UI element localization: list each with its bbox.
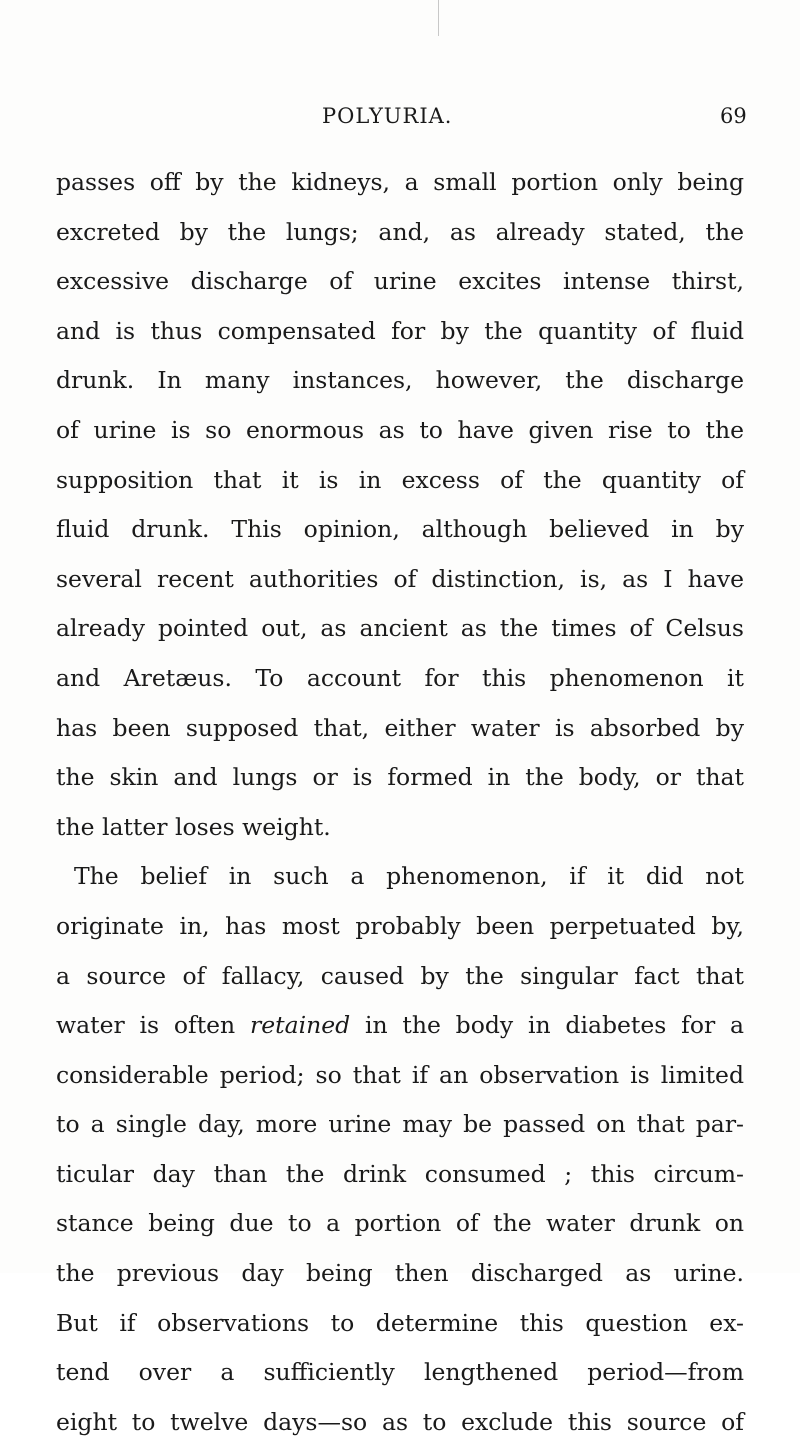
- text-line-paragraph-start: The belief in such a phenomenon, if it did not: [74, 862, 744, 891]
- running-head: [0, 100, 800, 140]
- text-line: considerable period; so that if an observation is limited: [56, 1060, 744, 1089]
- text-line-with-italic: [56, 1001, 744, 1051]
- text-line: originate in, has most probably been perpetuated by,: [56, 911, 744, 940]
- text-line: passes off by the kidneys, a small portion only being: [56, 168, 744, 196]
- text-line: stance being due to a portion of the water drunk on: [56, 1209, 744, 1238]
- text-line: ticular day than the drink consumed ; this circum-: [56, 1159, 744, 1188]
- running-title: POLYURIA.: [322, 104, 453, 128]
- text-line-paragraph-end: the latter loses weight.: [56, 812, 331, 841]
- text-line: a source of fallacy, caused by the singular fact that: [56, 961, 744, 990]
- text-line: supposition that it is in excess of the quantity of: [56, 465, 744, 494]
- text-line: and is thus compensated for by the quantity of fluid: [56, 316, 744, 345]
- text-line: drunk. In many instances, however, the discharge: [56, 366, 744, 395]
- text-line: several recent authorities of distinction, is, as I have: [56, 564, 744, 593]
- text-line: excreted by the lungs; and, as already stated, the: [56, 217, 744, 246]
- scan-artifact-line: [438, 0, 439, 36]
- page-number: 69: [720, 104, 747, 128]
- text-line: and Aretæus. To account for this phenomenon it: [56, 663, 744, 692]
- text-line: the previous day being then discharged as urine.: [56, 1259, 744, 1288]
- text-line: has been supposed that, either water is absorbed by: [56, 713, 744, 742]
- text-line: excessive discharge of urine excites intense thirst,: [56, 267, 744, 296]
- text-line: to a single day, more urine may be passed on that par-: [56, 1110, 744, 1139]
- text-line: fluid drunk. This opinion, although believed in by: [56, 515, 744, 544]
- italic-word: retained: [249, 1011, 351, 1040]
- text-segment: water is often: [56, 1011, 250, 1040]
- text-line: But if observations to determine this question ex-: [56, 1308, 744, 1337]
- text-segment: in the body in diabetes for a: [350, 1011, 745, 1040]
- text-line: of urine is so enormous as to have given rise to the: [56, 415, 744, 444]
- body-text: [56, 158, 744, 1447]
- text-line: eight to twelve days—so as to exclude this source of: [56, 1407, 744, 1436]
- text-line: already pointed out, as ancient as the times of Celsus: [56, 614, 744, 643]
- text-line: the skin and lungs or is formed in the body, or that: [56, 763, 744, 792]
- text-line: tend over a sufficiently lengthened period—from: [56, 1358, 744, 1387]
